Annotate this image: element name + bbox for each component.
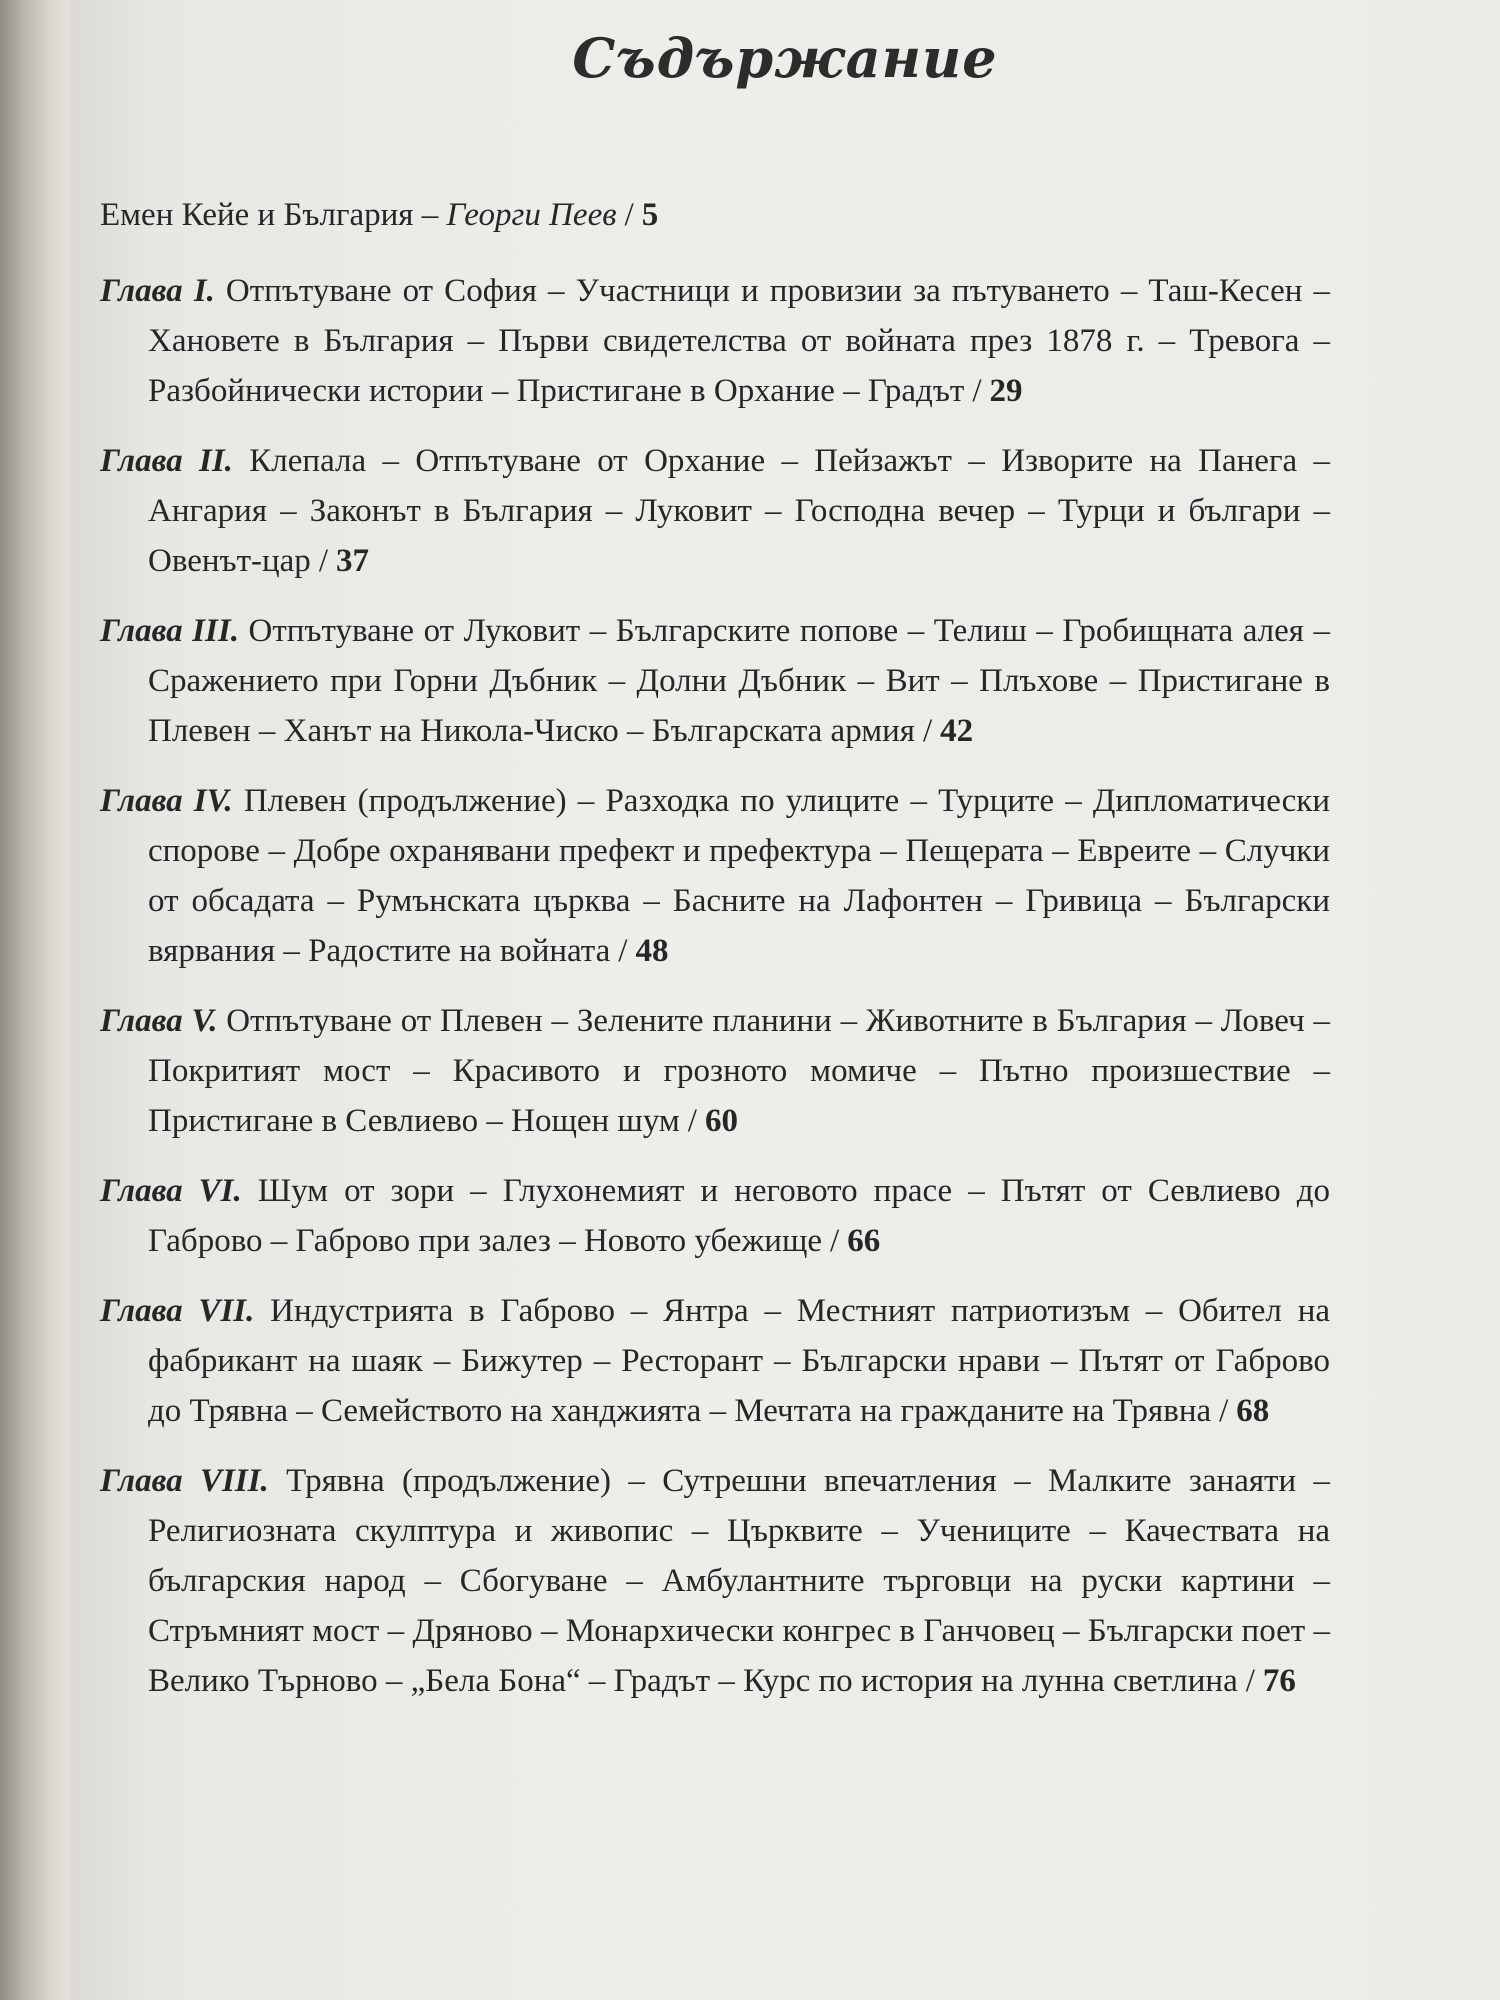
page-number: 66 xyxy=(847,1223,881,1259)
table-of-contents xyxy=(100,190,1330,1726)
page-separator: / xyxy=(922,713,933,749)
toc-entry-foreword xyxy=(100,190,1330,240)
entry-author: Георги Пеев xyxy=(446,197,617,233)
chapter-label: Глава V. xyxy=(100,1003,218,1039)
toc-entry-chapter-2 xyxy=(100,436,1330,586)
page-separator: / xyxy=(830,1223,840,1259)
toc-entry-chapter-4 xyxy=(100,776,1330,976)
entry-text: Отпътуване от Плевен – Зелените планини – Животните в България – Ловеч – Покритият мост – Красивото и грозното момиче – Пътно произшествие – Пристигане в Севлиево – Нощен шум xyxy=(148,1003,1330,1139)
toc-entry-chapter-7 xyxy=(100,1286,1330,1436)
toc-entry-chapter-3 xyxy=(100,606,1330,756)
page-separator: / xyxy=(687,1103,697,1139)
entry-text: Клепала – Отпътуване от Орхание – Пейзажът – Изворите на Панега – Ангария – Законът в България – Луковит – Господна вечер – Турци и българи – Овенът-цар xyxy=(148,443,1330,579)
page-number: 29 xyxy=(989,373,1023,409)
chapter-label: Глава VII. xyxy=(100,1293,255,1329)
chapter-label: Глава I. xyxy=(100,273,215,309)
toc-entry-chapter-5 xyxy=(100,996,1330,1146)
entry-text: Шум от зори – Глухонемият и неговото прасе – Пътят от Севлиево до Габрово – Габрово при залез – Новото убежище xyxy=(148,1173,1330,1259)
chapter-label: Глава VIII. xyxy=(100,1463,269,1499)
book-page xyxy=(70,0,1500,2000)
page-number: 37 xyxy=(335,543,369,579)
page-number: 42 xyxy=(940,713,974,749)
chapter-label: Глава VI. xyxy=(100,1173,242,1209)
page-separator: / xyxy=(1245,1663,1255,1699)
entry-text: Индустрията в Габрово – Янтра – Местният патриотизъм – Обител на фабрикант на шаяк – Бижутер – Ресторант – Български нрави – Пътят от Габрово до Трявна – Семейството на ханджията – Мечтата на гражданите на Трявна xyxy=(148,1293,1330,1429)
book-spine xyxy=(0,0,70,2000)
page-number: 68 xyxy=(1236,1393,1270,1429)
toc-entry-chapter-1 xyxy=(100,266,1330,416)
entry-text: Плевен (продължение) – Разходка по улиците – Турците – Дипломатически спорове – Добре охранявани префект и префектура – Пещерата – Евреите – Случки от обсадата – Румънската църква – Басните на Лафонтен – Гривица – Български вярвания – Радостите на войната xyxy=(148,783,1330,969)
entry-text: Емен Кейе и България – xyxy=(100,197,447,233)
page-separator: / xyxy=(972,373,982,409)
page-number: 5 xyxy=(641,197,659,233)
toc-entry-chapter-6 xyxy=(100,1166,1330,1266)
page-separator: / xyxy=(618,933,628,969)
page-title: Съдържание xyxy=(572,26,998,90)
entry-text: Трявна (продължение) – Сутрешни впечатления – Малките занаяти – Религиозната скулптура и живопис – Църквите – Учениците – Качествата на българския народ – Сбогуване – Амбулантните търговци на руски картини – Стръмният мост – Дряново – Монархически конгрес в Ганчовец – Български поет – Велико Търново – „Бела Бона“ – Градът – Курс по история на лунна светлина xyxy=(148,1463,1330,1699)
page-number: 60 xyxy=(704,1103,738,1139)
toc-entry-chapter-8 xyxy=(100,1456,1330,1706)
chapter-label: Глава II. xyxy=(100,443,233,479)
entry-text: Отпътуване от Луковит – Българските попове – Телиш – Гробищната алея – Сражението при Горни Дъбник – Долни Дъбник – Вит – Плъхове – Пристигане в Плевен – Ханът на Никола-Чиско – Българската армия xyxy=(148,613,1331,749)
page-number: 76 xyxy=(1262,1663,1296,1699)
page-number: 48 xyxy=(635,933,669,969)
entry-text: Отпътуване от София – Участници и провизии за пътуването – Таш-Кесен – Хановете в България – Първи свидетелства от войната през 1878 г. – Тревога – Разбойнически истории – Пристигане в Орхание – Градът xyxy=(148,273,1330,409)
page-separator: / xyxy=(624,197,634,233)
chapter-label: Глава III. xyxy=(100,613,239,649)
page-separator: / xyxy=(1219,1393,1229,1429)
page-separator: / xyxy=(318,543,328,579)
chapter-label: Глава IV. xyxy=(100,783,233,819)
